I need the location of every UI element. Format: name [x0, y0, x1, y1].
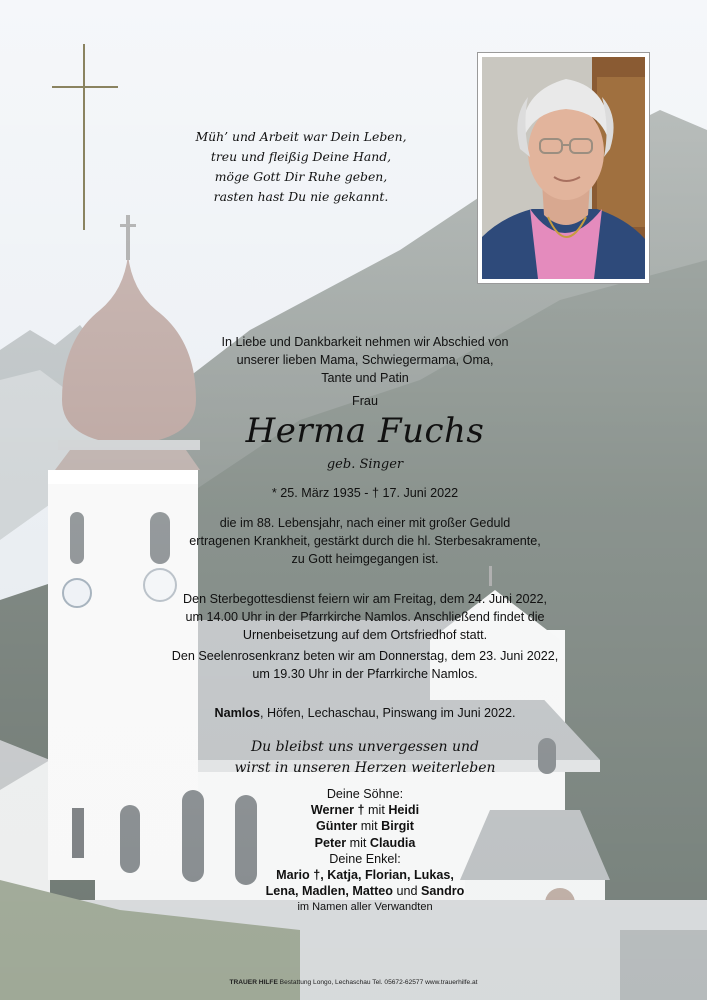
funeral-line: Urnenbeisetzung auf dem Ortsfriedhof statt.	[242, 628, 488, 642]
grandchildren-line: Mario †, Katja, Florian, Lukas,	[276, 868, 454, 883]
remembrance-verse	[150, 737, 580, 779]
rosary-line: Den Seelenrosenkranz beten wir am Donnerstag, dem 23. Juni 2022,	[171, 649, 559, 663]
portrait-frame	[477, 52, 650, 284]
footer-brand: TRAUER HILFE	[229, 979, 278, 986]
salutation: Frau	[352, 394, 378, 408]
poem-line: möge Gott Dir Ruhe geben,	[214, 169, 388, 184]
portrait-photo	[482, 57, 645, 279]
life-dates: * 25. März 1935 - † 17. Juni 2022	[271, 486, 459, 500]
grandchildren-line: Lena, Madlen, Matteo und Sandro	[265, 884, 465, 899]
son-entry: Werner † mit Heidi	[310, 803, 420, 818]
place-rest: , Höfen, Lechaschau, Pinswang im Juni 2022.	[259, 706, 516, 720]
poem	[168, 127, 434, 207]
death-line: die im 88. Lebensjahr, nach einer mit großer Geduld	[219, 516, 511, 530]
cross-icon	[83, 44, 85, 230]
remember-line: Du bleibst uns unvergessen und	[250, 739, 480, 755]
son-entry: Günter mit Birgit	[316, 819, 414, 834]
intro-line: In Liebe und Dankbarkeit nehmen wir Abschied von	[221, 335, 509, 349]
intro-line: Tante und Patin	[321, 371, 409, 385]
maiden-name: geb. Singer	[326, 457, 404, 472]
place-bold: Namlos	[214, 706, 260, 720]
poem-line: treu und fleißig Deine Hand,	[210, 149, 392, 164]
relatives-note: im Namen aller Verwandten	[297, 901, 433, 914]
footer	[0, 978, 707, 988]
family-list	[200, 786, 530, 916]
place-and-date	[140, 704, 590, 722]
poem-line: rasten hast Du nie gekannt.	[213, 189, 389, 204]
death-line: zu Gott heimgegangen ist.	[291, 552, 439, 566]
remember-line: wirst in unseren Herzen weiterleben	[234, 760, 496, 776]
funeral-line: um 14.00 Uhr in der Pfarrkirche Namlos. Anschließend findet die	[185, 610, 545, 624]
footer-text: Bestattung Longo, Lechaschau Tel. 05672-62577 www.trauerhilfe.at	[277, 979, 478, 986]
rosary-line: um 19.30 Uhr in der Pfarrkirche Namlos.	[252, 667, 478, 681]
poem-line: Müh’ und Arbeit war Dein Leben,	[195, 129, 407, 144]
funeral-service-info	[140, 590, 590, 644]
funeral-line: Den Sterbegottesdienst feiern wir am Freitag, dem 24. Juni 2022,	[182, 592, 547, 606]
death-notice	[140, 514, 590, 568]
deceased-name: Herma Fuchs	[245, 411, 485, 451]
grandchildren-heading: Deine Enkel:	[329, 851, 401, 866]
cross-icon-bar	[52, 86, 118, 88]
rosary-info	[140, 647, 590, 683]
farewell-intro	[150, 333, 580, 387]
sons-heading: Deine Söhne:	[326, 787, 404, 801]
son-entry: Peter mit Claudia	[314, 835, 416, 850]
intro-line: unserer lieben Mama, Schwiegermama, Oma,	[236, 353, 494, 367]
death-line: ertragenen Krankheit, gestärkt durch die hl. Sterbesakramente,	[189, 534, 541, 548]
